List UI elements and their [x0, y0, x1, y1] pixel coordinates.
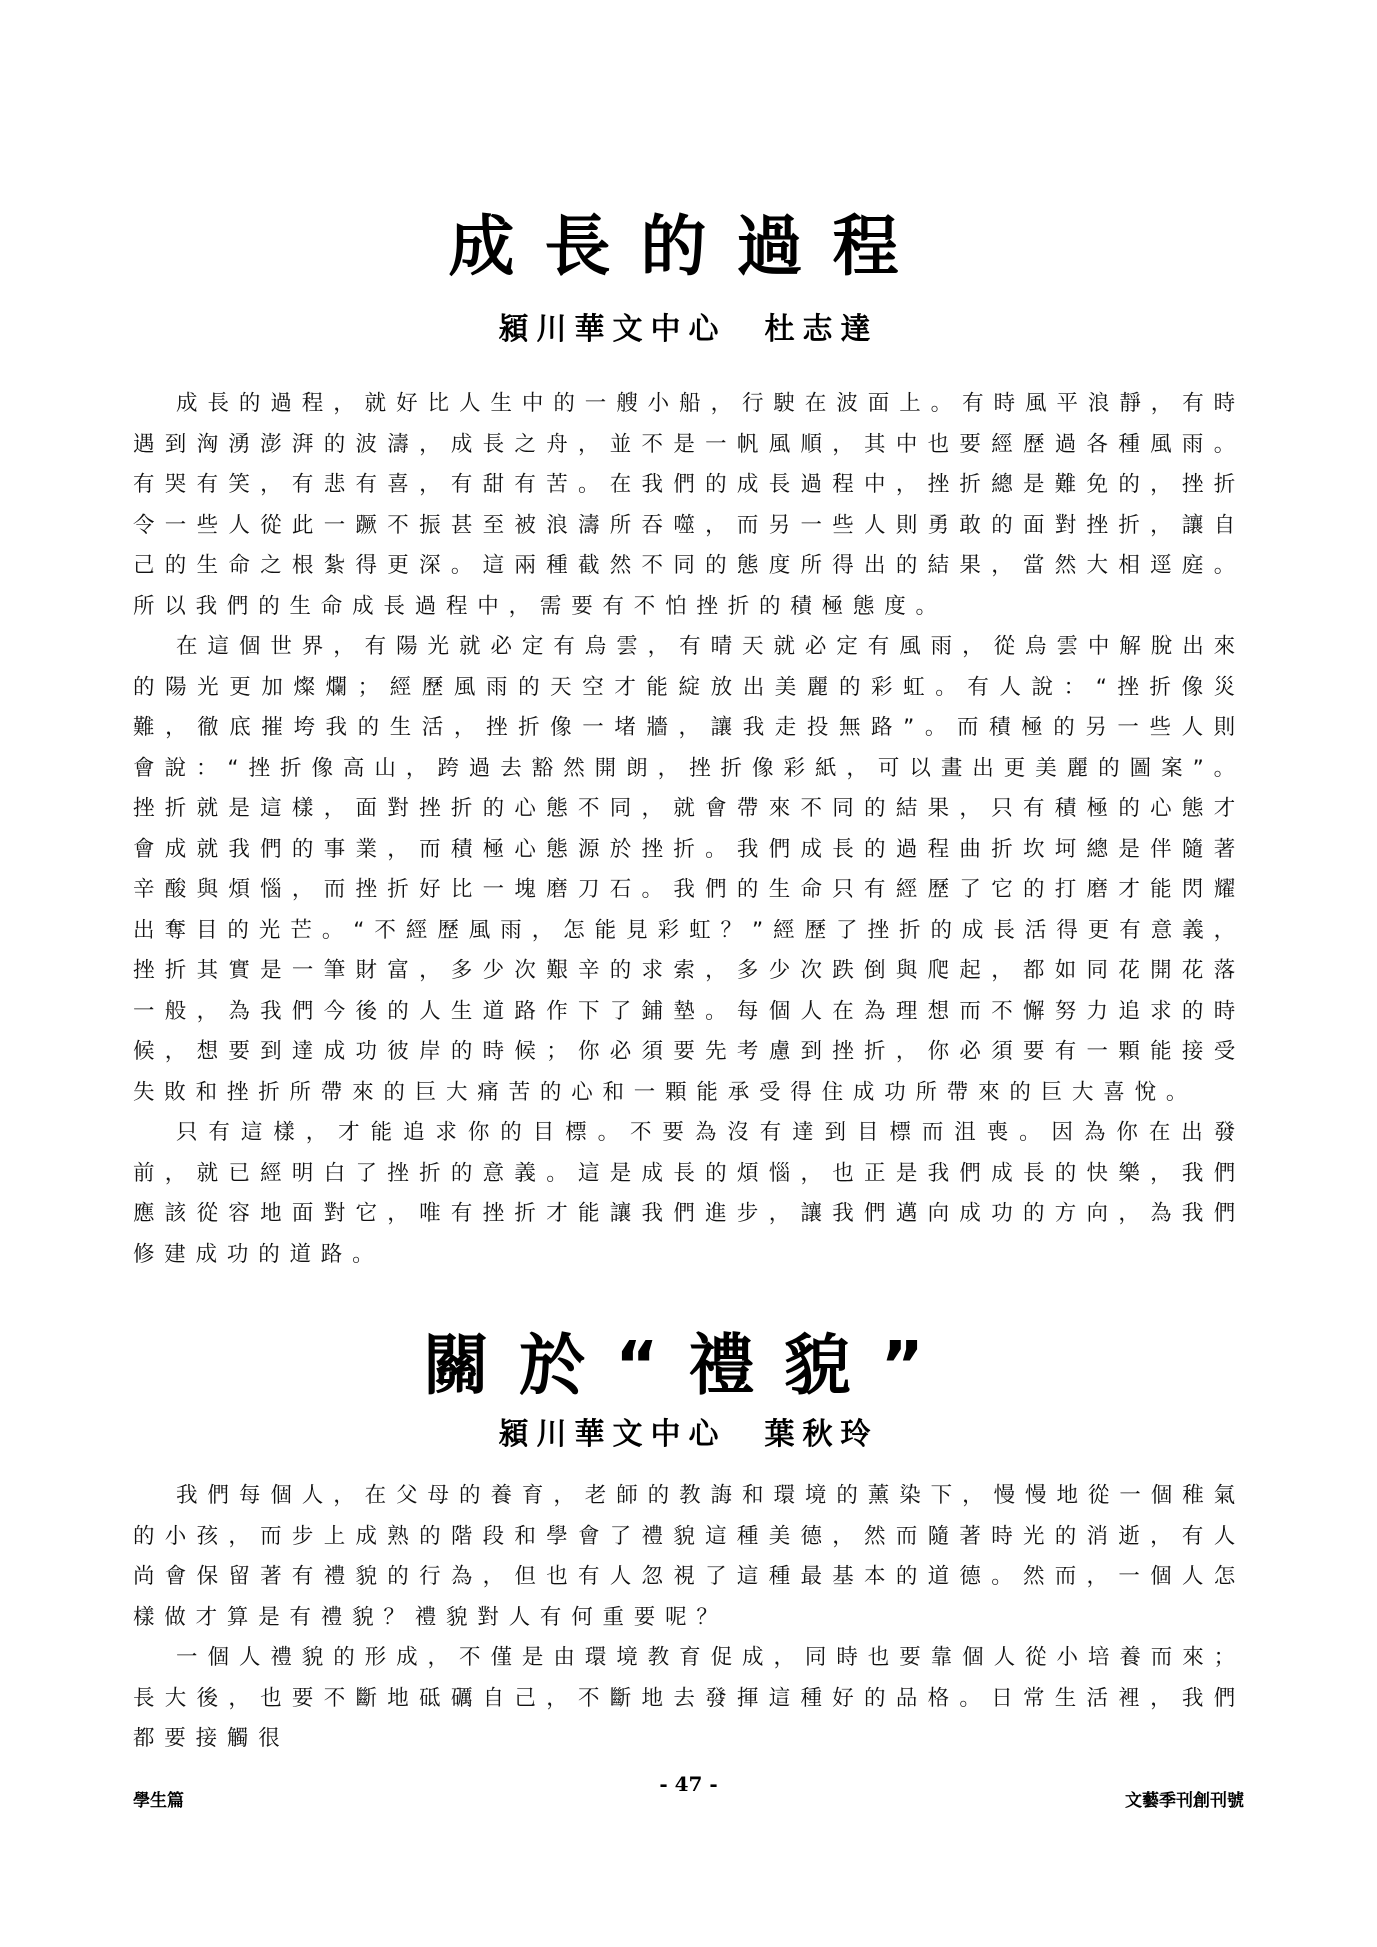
- article-2-title: 關於“禮貌”: [423, 1327, 954, 1404]
- article-2-body: [133, 1476, 1245, 1760]
- article-2-paragraph: 我們每個人，在父母的養育，老師的教誨和環境的薰染下，慢慢地從一個稚氣的小孩，而步上成熟的階段和學會了禮貌這種美德，然而隨著時光的消逝，有人尚會保留著有禮貌的行為，但也有人忽視了這種最基本的道德。然而，一個人怎樣做才算是有禮貌？禮貌對人有何重要呢？: [133, 1483, 1245, 1630]
- article-1-paragraph: 在這個世界，有陽光就必定有烏雲，有晴天就必定有風雨，從烏雲中解脫出來的陽光更加燦爛；經歷風雨的天空才能綻放出美麗的彩虹。有人說：“挫折像災難，徹底摧垮我的生活，挫折像一堵牆，讓我走投無路”。而積極的另一些人則會說：“挫折像高山，跨過去豁然開朗，挫折像彩紙，可以畫出更美麗的圖案”。挫折就是這樣，面對挫折的心態不同，就會帶來不同的結果，只有積極的心態才會成就我們的事業，而積極心態源於挫折。我們成長的過程曲折坎坷總是伴隨著辛酸與煩惱，而挫折好比一塊磨刀石。我們的生命只有經歷了它的打磨才能閃耀出奪目的光芒。“不經歷風雨，怎能見彩虹？”經歷了挫折的成長活得更有意義，挫折其實是一筆財富，多少次艱辛的求索，多少次跌倒與爬起，都如同花開花落一般，為我們今後的人生道路作下了鋪墊。每個人在為理想而不懈努力追求的時候，想要到達成功彼岸的時候；你必須要先考慮到挫折，你必須要有一顆能接受失敗和挫折所帶來的巨大痛苦的心和一顆能承受得住成功所帶來的巨大喜悅。: [133, 634, 1245, 1105]
- article-2-paragraph: 一個人禮貌的形成，不僅是由環境教育促成，同時也要靠個人從小培養而來；長大後，也要不斷地砥礪自己，不斷地去發揮這種好的品格。日常生活裡，我們都要接觸很: [133, 1645, 1245, 1751]
- page-number: - 47 -: [659, 1772, 718, 1796]
- footer-publication-label: 文藝季刊創刊號: [1125, 1791, 1244, 1811]
- article-1-author: 潁川華文中心 杜志達: [498, 312, 879, 347]
- article-2-author: 潁川華文中心 葉秋玲: [498, 1417, 879, 1452]
- article-1-paragraph: 只有這樣，才能追求你的目標。不要為沒有達到目標而沮喪。因為你在出發前，就已經明白了挫折的意義。這是成長的煩惱，也正是我們成長的快樂，我們應該從容地面對它，唯有挫折才能讓我們進步，讓我們邁向成功的方向，為我們修建成功的道路。: [133, 1120, 1245, 1267]
- article-1-paragraph: 成長的過程，就好比人生中的一艘小船，行駛在波面上。有時風平浪靜，有時遇到洶湧澎湃的波濤，成長之舟，並不是一帆風順，其中也要經歷過各種風雨。有哭有笑，有悲有喜，有甜有苦。在我們的成長過程中，挫折總是難免的，挫折令一些人從此一蹶不振甚至被浪濤所吞噬，而另一些人則勇敢的面對挫折，讓自己的生命之根紮得更深。這兩種截然不同的態度所得出的結果，當然大相逕庭。所以我們的生命成長過程中，需要有不怕挫折的積極態度。: [133, 391, 1245, 619]
- article-1-title: 成長的過程: [448, 208, 929, 285]
- footer-section-label: 學生篇: [133, 1791, 184, 1811]
- article-1-body: [133, 384, 1245, 1275]
